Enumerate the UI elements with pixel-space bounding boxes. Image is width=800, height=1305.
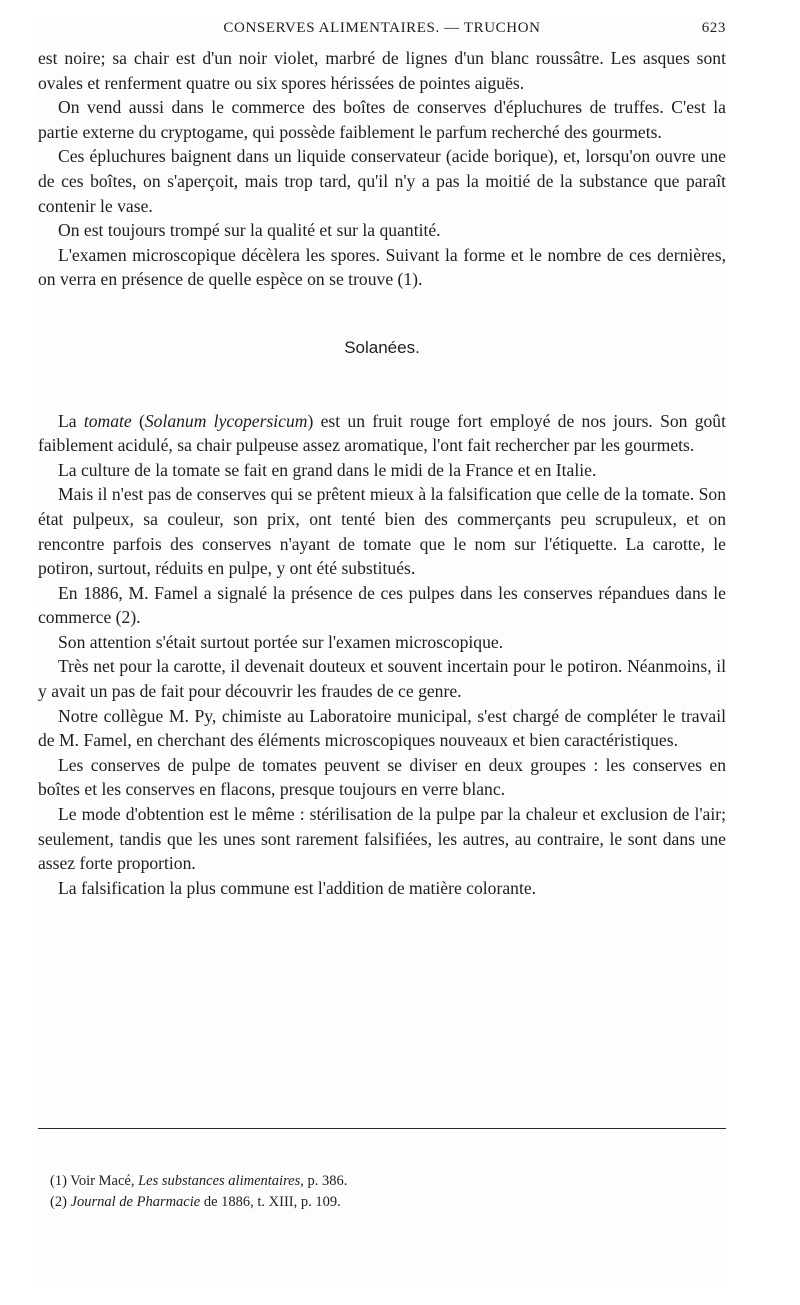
text-run: La (58, 410, 84, 431)
paragraph: La culture de la tomate se fait en grand dans le midi de la France et en Italie. (58, 459, 597, 480)
paragraph: La falsification la plus commune est l'addition de matière colorante. (58, 877, 537, 898)
text-run: de 1886, t. XIII, p. 109. (200, 1194, 341, 1210)
footnote-marker: (1) (50, 1173, 67, 1189)
latin-name: Solanum lycopersicum (144, 410, 308, 431)
running-title: CONSERVES ALIMENTAIRES. — TRUCHON (223, 20, 541, 36)
paragraph: Très net pour la carotte, il devenait douteux et souvent incertain pour le potiron. Néanmoins, il y avait un pas de fait pour découvrir les fraudes de ce genre. (38, 656, 726, 702)
text-run: Voir Macé, (66, 1173, 139, 1189)
paragraph: L'examen microscopique décèlera les spores. Suivant la forme et le nombre de ces dernières, on verra en présence de quelle espèce on se trouve (1). (38, 244, 726, 290)
paragraph: Son attention s'était surtout portée sur l'examen microscopique. (58, 631, 504, 652)
paragraph: Ces épluchures baignent dans un liquide conservateur (acide borique), et, lorsqu'on ouvre une de ces boîtes, on s'aperçoit, mais trop tard, qu'il n'y a pas la moitié de la substance que paraît contenir le vase. (38, 146, 726, 216)
paragraph: Les conserves de pulpe de tomates peuvent se diviser en deux groupes : les conserves en boîtes et les conserves en flacons, presque toujours en verre blanc. (38, 754, 726, 800)
text-run: ( (131, 410, 145, 431)
italic-term: tomate (83, 410, 132, 431)
footnote (50, 1171, 726, 1192)
book-page (38, 18, 726, 1288)
paragraph-tomate (38, 409, 726, 458)
paragraph: On vend aussi dans le commerce des boîtes de conserves d'épluchures de truffes. C'est la partie externe du cryptogame, qui possède faiblement le parfum recherché des gourmets. (38, 97, 726, 142)
page-number: 623 (701, 20, 726, 36)
paragraph: En 1886, M. Famel a signalé la présence de ces pulpes dans les conserves répandues dans le commerce (2). (38, 582, 726, 628)
paragraph: On est toujours trompé sur la qualité et sur la quantité. (58, 220, 441, 241)
paragraph: Notre collègue M. Py, chimiste au Laboratoire municipal, s'est chargé de compléter le travail de M. Famel, en cherchant des éléments microscopiques nouveaux et bien caractéristiques. (38, 705, 726, 751)
footnotes (50, 1171, 726, 1213)
footnote-divider (38, 1128, 726, 1129)
paragraph: est noire; sa chair est d'un noir violet, marbré de lignes d'un blanc roussâtre. Les asques sont ovales et renferment quatre ou six spores hérissées de pointes aiguës. (38, 48, 726, 93)
running-header (38, 18, 726, 46)
footnote-marker: (2) (50, 1194, 67, 1210)
body-text (38, 46, 726, 900)
text-run: , p. 386. (300, 1173, 348, 1189)
cited-title: Journal de Pharmacie (70, 1194, 201, 1210)
paragraph: Le mode d'obtention est le même : stérilisation de la pulpe par la chaleur et exclusion de l'air; seulement, tandis que les unes sont rarement falsifiées, les autres, au contraire, le sont dans une assez forte proportion. (38, 804, 726, 874)
section-heading: Solanées. (344, 337, 420, 357)
footnote (50, 1192, 726, 1213)
cited-title: Les substances alimentaires (138, 1173, 301, 1189)
paragraph: Mais il n'est pas de conserves qui se prêtent mieux à la falsification que celle de la tomate. Son état pulpeux, sa couleur, son prix, ont tenté bien des commerçants peu scrupuleux, et on rencontre parfois des conserves n'ayant de tomate que le nom sur l'étiquette. La carotte, le potiron, surtout, réduits en pulpe, y ont été substitués. (38, 484, 726, 579)
text-run: ) est un fruit rouge fort employé de nos jours. Son goût faiblement acidulé, sa chair pulpeuse assez aromatique, l'ont fait rechercher par les gourmets. (38, 410, 726, 456)
